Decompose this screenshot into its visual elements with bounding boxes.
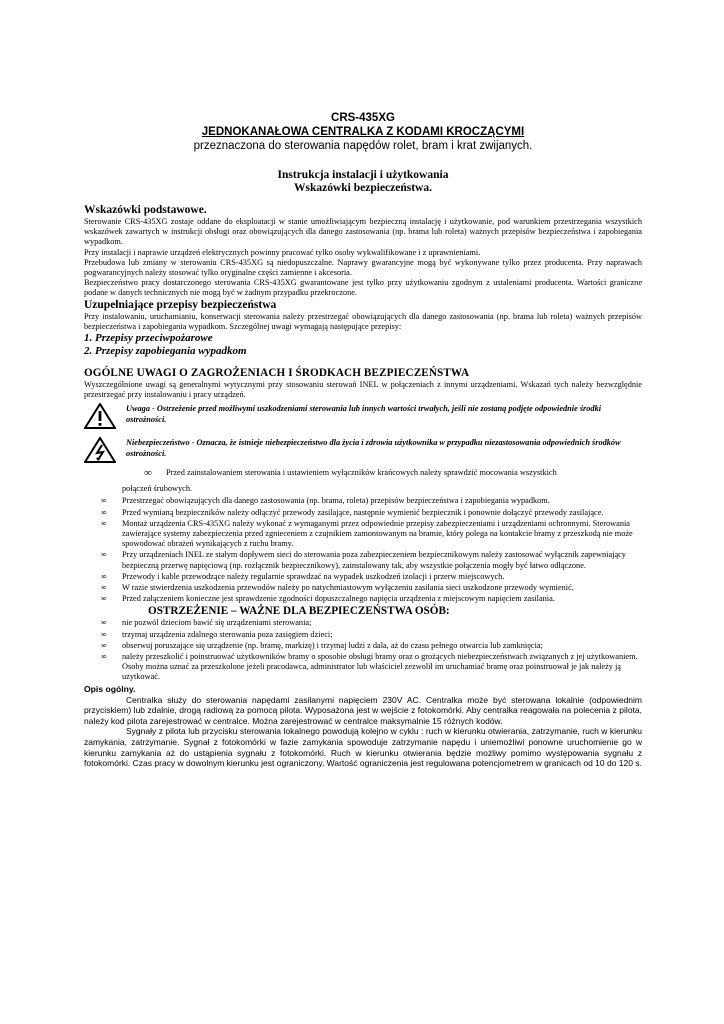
infinity-bullet-icon: ∞	[101, 652, 107, 662]
list-item: ∞ Przewody i kable przewodzące należy regularnie sprawdzać na wypadek uszkodzeń izolacji i przerw miejscowych.	[84, 572, 642, 582]
list-item: ∞ nie pozwól dzieciom bawić się urządzeniami sterowania;	[84, 618, 642, 628]
infinity-bullet-icon: ∞	[101, 618, 107, 628]
bullet-text: Przed zainstalowaniem sterowania i ustawieniem wyłączników krańcowych należy sprawdzić mocowania wszystkich	[166, 468, 557, 478]
general-bullets	[84, 496, 642, 604]
infinity-bullet-icon: ∞	[101, 507, 107, 517]
document-subtitle: przeznaczona do sterowania napędów rolet, bram i krat zwijanych.	[193, 140, 533, 152]
description-paragraph-2: Sygnały z pilota lub przycisku sterowania lokalnego powodują kolejno w cyklu : ruch w kierunku otwierania, zatrzymanie, ruch w kierunku zamykania, zatrzymanie. Sygnał z fotokomórki w fazie zamykania spowoduje zatrzymanie napędu i uniemożliwi ponowne uruchomienie go w kierunku zamykania aż do ustąpienia sygnału z fotokomórki. Ruch w kierunku otwierania będzie możliwy pomimo występowania sygnału z fotokomórki. Czas pracy w dowolnym kierunku jest ograniczony. Wartość ograniczenia jest regulowana potencjometrem w granicach od 10 do 120 s.	[84, 726, 642, 769]
supplementary-paragraph: Przy instalowaniu, uruchamianiu, konserwacji sterowania należy przestrzegać obowiązujących dla danego zastosowania (np. brama lub roleta) ważnych przepisów bezpieczeństwa i zapobiegania wypadkom. Szczególnej uwagi wymagają następujące przepisy:	[84, 311, 642, 331]
description-paragraph-1: Centralka służy do sterowania napędami zasilanymi napięciem 230V AC. Centralka może być sterowana lokalnie (odpowiednim przyciskiem) lub zdalnie, drogą radiową za pomocą pilota. Wyposażona jest w wejście z fotokomórki. Aby centralka reagowała na polecenia z pilota, należy kod pilota zarejestrować w centralce. Można zarejestrować w centralce maksymalnie 15 różnych kodów.	[84, 694, 642, 726]
danger-note	[84, 437, 642, 463]
list-item: ∞ Przed załączeniem konieczne jest sprawdzenie zgodności dopuszczalnego napięcia urządzenia z miejscowym napięciem zasilania.	[84, 594, 642, 604]
rule-fire: 1. Przepisy przeciwpożarowe	[84, 332, 213, 345]
list-item	[84, 466, 642, 480]
list-item: ∞ Montaż urządzenia CRS-435XG należy wykonać z wymaganymi przez odpowiednie przepisy zabezpieczeniami i urządzeniami ochronnymi. Sterowania zawierające systemy zabezpieczenia przed zgnieceniem z czujnikiem zamontowanym na bramie, który polega na kontakcie bramy z przeszkodą nie może spowodować obrażeń wynikających z ruchu bramy.	[84, 519, 642, 550]
supplementary-heading: Uzupełniające przepisy bezpieczeństwa	[84, 298, 277, 311]
list-item: ∞ Przy urządzeniach INEL ze stałym dopływem sieci do sterowania poza zabezpieczeniem bezpiecznikowym należy zastosować wyłącznik zapewniający bezpieczną przerwę napięciową (np. rozłącznik bezpiecznikowy), zainstalowany tak, aby wszystkie połączenia mogły być łatwo odłączone.	[84, 550, 642, 570]
model-code: CRS-435XG	[331, 112, 395, 124]
infinity-bullet-icon: ∞	[101, 518, 107, 528]
instructions-title: Instrukcja instalacji i użytkowania	[277, 169, 449, 181]
caution-note	[84, 403, 642, 429]
list-item: ∞ W razie stwierdzenia uszkodzenia przewodów należy po natychmiastowym wyłączeniu zasilania sieci uszkodzone przewody wymienić.	[84, 583, 642, 593]
basic-paragraph-3: Przebudowa lub zmiany w sterowaniu CRS-435XG są niedopuszczalne. Naprawy gwarancyjne mogą być wykonywane tylko przez producenta. Przy naprawach pogwarancyjnych należy stosować tylko oryginalne części zamienne i akcesoria.	[84, 257, 642, 278]
infinity-bullet-icon: ∞	[101, 640, 107, 650]
general-description-heading: Opis ogólny.	[84, 683, 136, 694]
list-item: ∞ Przed wymianą bezpieczników należy odłączyć przewody zasilające, następnie wymienić bezpiecznik i ponownie dołączyć przewody zasilające.	[84, 508, 642, 518]
basic-paragraph-1: Sterowanie CRS-435XG zostaje oddane do eksploatacji w stanie umożliwiającym bezpieczną instalację i użytkowanie, pod warunkiem przestrzegania wszystkich wskazówek zawartych w instrukcji obsługi oraz obowiązujących dla danego zastosowania (np. brama lub roleta) ważnych przepisów bezpieczeństwa i zapobiegania wypadkom.	[84, 217, 642, 247]
infinity-bullet-icon: ∞	[101, 583, 107, 593]
infinity-bullet-icon: ∞	[101, 594, 107, 604]
infinity-bullet-icon: ∞	[101, 550, 107, 560]
rule-accidents: 2. Przepisy zapobiegania wypadkom	[84, 345, 247, 358]
safety-title: Wskazówki bezpieczeństwa.	[294, 182, 432, 194]
general-hazards-heading: OGÓLNE UWAGI O ZAGROŻENIACH I ŚRODKACH BEZPIECZEŃSTWA	[84, 367, 470, 380]
warning-triangle-icon	[84, 403, 116, 429]
infinity-bullet-icon: ∞	[101, 571, 107, 581]
list-item: ∞ Przestrzegać obowiązujących dla danego zastosowania (np. brama, roleta) przepisów bezpieczeństwa i zapobiegania wypadkom.	[84, 496, 642, 506]
basic-paragraph-4: Bezpieczeństwo pracy dostarczonego sterowania CRS-435XG gwarantowane jest tylko przy użytkowaniu zgodnym z ustaleniami producenta. Wartości graniczne podane w danych technicznych nie mogą być w żadnym przypadku przekroczone.	[84, 278, 642, 298]
high-voltage-icon	[84, 437, 116, 463]
personal-safety-bullets	[84, 618, 642, 682]
document-title: JEDNOKANAŁOWA CENTRALKA Z KODAMI KROCZĄCYMI	[201, 126, 525, 138]
infinity-bullet-icon: ∞	[101, 496, 107, 506]
list-item: ∞ należy przeszkolić i poinstruować użytkowników bramy o sposobie obsługi bramy oraz o grożących niebezpieczeństwach związanych z jej użytkowaniem. Osoby można uznać za przeszkolone jeżeli pracodawca, administrator lub właściciel zezwolił im uruchamiać bramę oraz poinstruował je jak należy ją użytkować.	[84, 652, 642, 683]
bullet-continuation: połączeń śrubowych.	[122, 484, 193, 494]
document-page	[84, 106, 642, 769]
infinity-bullet-icon: ∞	[101, 629, 107, 639]
general-paragraph: Wyszczególnione uwagi są generalnymi wytycznymi przy stosowaniu sterowań INEL w połączeniach z innymi urządzeniami. Wskazań tych należy bezwzględnie przestrzegać przy instalowaniu i pracy urządzeń.	[84, 380, 642, 400]
caution-text: Uwaga - Ostrzeżenie przed możliwymi uszkodzeniami sterowania lub innych wartości trwałych, jeśli nie zostaną podjęte odpowiednie środki ostrożności.	[126, 404, 602, 424]
list-item: ∞ trzymaj urządzenia zdalnego sterowania poza zasięgiem dzieci;	[84, 630, 642, 640]
danger-text: Niebezpieczeństwo - Oznacza, że istnieje niebezpieczeństwo dla życia i zdrowia użytkownika w przypadku niezastosowania odpowiednich środków ostrożności.	[126, 438, 621, 458]
basic-guidelines-heading: Wskazówki podstawowe.	[84, 204, 207, 216]
list-item: ∞ obserwuj poruszające się urządzenie (np. bramę, markizę) i trzymaj ludzi z dala, aż do czasu pełnego otwarcia lub zamknięcia;	[84, 641, 642, 651]
basic-paragraph-2: Przy instalacji i naprawie urządzeń elektrycznych powinny pracować tylko osoby wykwalifikowane i z uprawnieniami.	[84, 247, 481, 257]
infinity-bullet-icon: ∞	[144, 467, 152, 480]
personal-safety-heading: OSTRZEŻENIE – WAŻNE DLA BEZPIECZEŃSTWA OSÓB:	[148, 605, 450, 618]
